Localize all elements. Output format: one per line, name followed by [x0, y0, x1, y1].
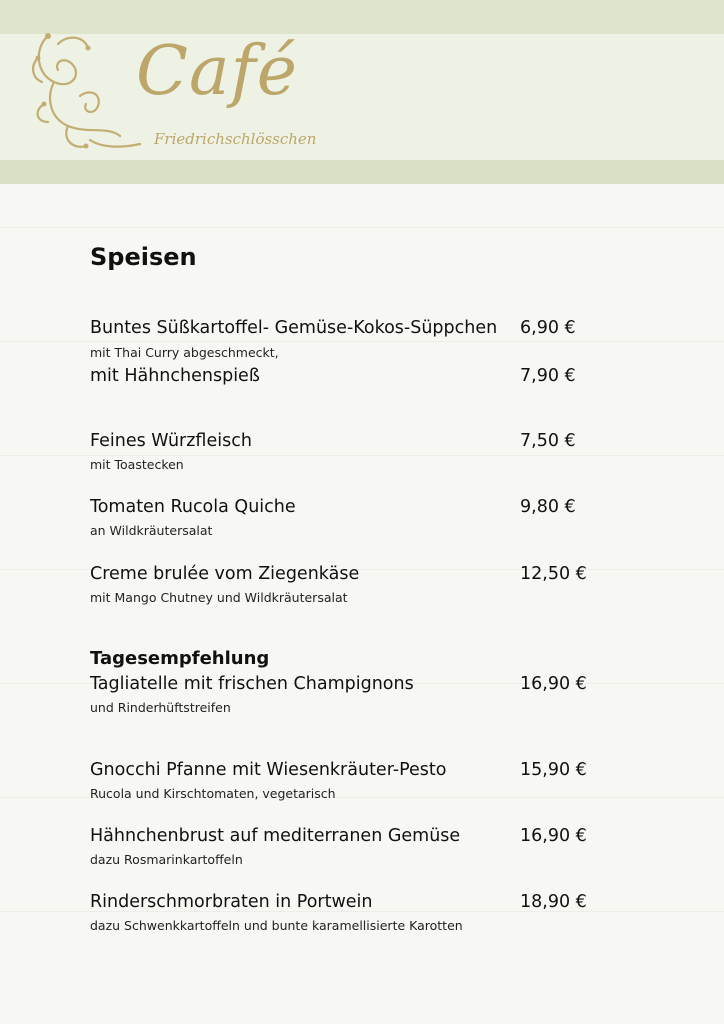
menu-item-price: 7,90 €	[520, 366, 576, 386]
menu-item-price: 6,90 €	[520, 318, 576, 338]
special-item-description: Rucola und Kirschtomaten, vegetarisch	[90, 786, 336, 801]
menu-item-name: Feines Würzfleisch	[90, 431, 252, 451]
menu-item-price: 12,50 €	[520, 564, 587, 584]
menu-item-description: mit Toastecken	[90, 457, 184, 472]
menu-item-price: 9,80 €	[520, 497, 576, 517]
special-item-name: Tagliatelle mit frischen Champignons	[90, 674, 414, 694]
menu-item-description: mit Thai Curry abgeschmeckt,	[90, 345, 279, 360]
menu-item-price: 7,50 €	[520, 431, 576, 451]
menu-item-description: an Wildkräutersalat	[90, 523, 213, 538]
ornament-icon	[28, 18, 148, 158]
logo-subtitle: Friedrichschlösschen	[154, 130, 317, 148]
special-item-name: Gnocchi Pfanne mit Wiesenkräuter-Pesto	[90, 760, 447, 780]
menu-item-name: Tomaten Rucola Quiche	[90, 497, 296, 517]
special-item-description: dazu Rosmarinkartoffeln	[90, 852, 243, 867]
menu-item-name: mit Hähnchenspieß	[90, 366, 260, 386]
special-item-price: 16,90 €	[520, 826, 587, 846]
special-item-description: dazu Schwenkkartoffeln und bunte karamellisierte Karotten	[90, 918, 463, 933]
logo-wordmark: Café	[136, 32, 298, 111]
menu-item-name: Buntes Süßkartoffel- Gemüse-Kokos-Süppchen	[90, 318, 498, 338]
special-item-description: und Rinderhüftstreifen	[90, 700, 231, 715]
menu-item-description: mit Mango Chutney und Wildkräutersalat	[90, 590, 348, 605]
special-item-price: 18,90 €	[520, 892, 587, 912]
special-item-name: Rinderschmorbraten in Portwein	[90, 892, 373, 912]
page-title: Speisen	[90, 243, 197, 271]
menu-item-name: Creme brulée vom Ziegenkäse	[90, 564, 360, 584]
special-item-price: 16,90 €	[520, 674, 587, 694]
special-item-price: 15,90 €	[520, 760, 587, 780]
special-item-name: Hähnchenbrust auf mediterranen Gemüse	[90, 826, 461, 846]
cafe-logo	[28, 18, 318, 158]
header-band-bottom	[0, 160, 724, 184]
special-heading: Tagesempfehlung	[90, 648, 270, 669]
